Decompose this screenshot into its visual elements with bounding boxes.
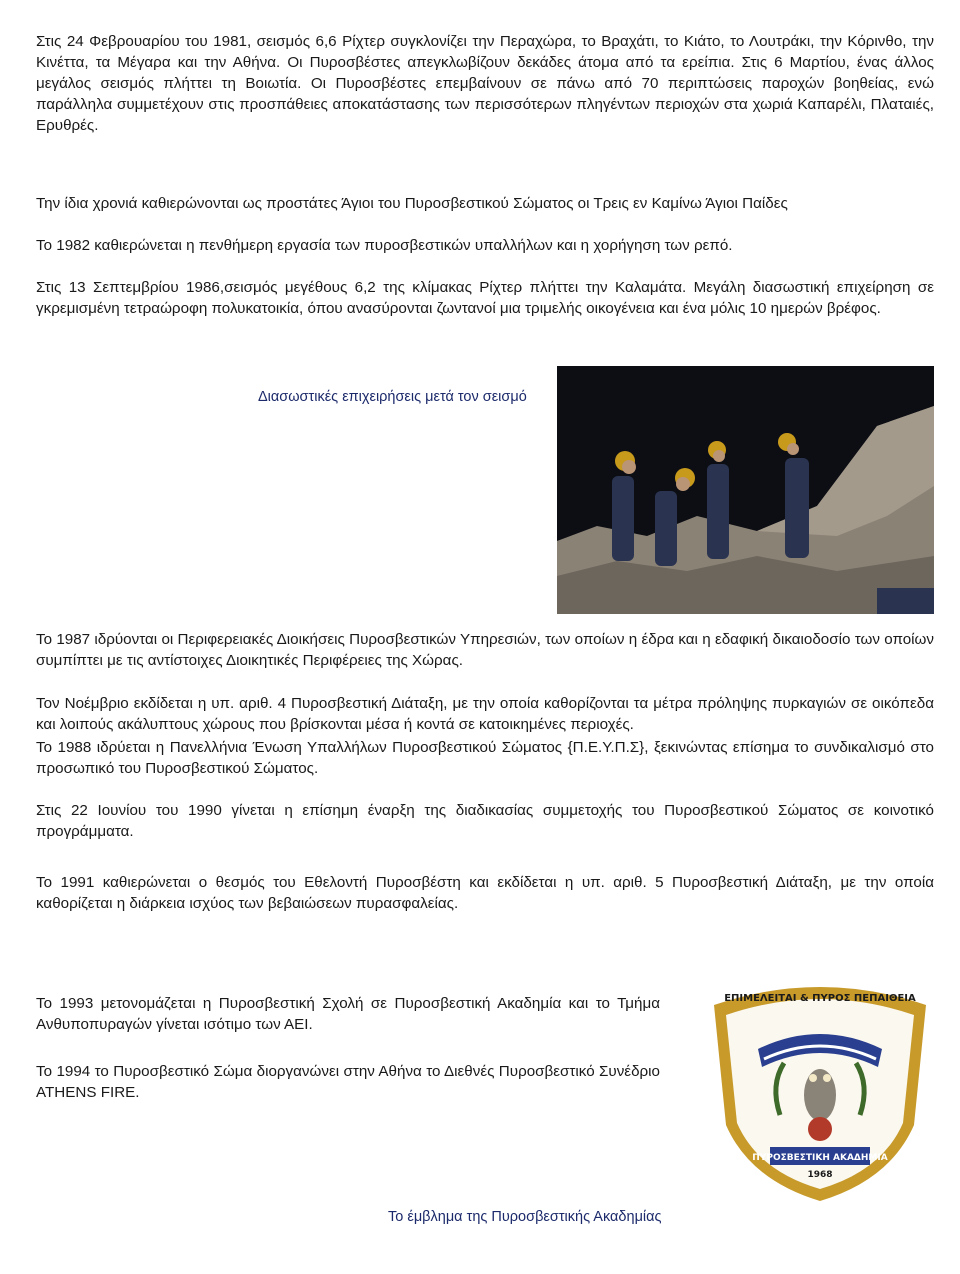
emblem-banner-text: ΠΥΡΟΣΒΕΣΤΙΚΗ ΑΚΑΔΗΜΙΑ — [752, 1153, 888, 1163]
paragraph-patron-saints: Την ίδια χρονιά καθιερώνονται ως προστάτες Άγιοι του Πυροσβεστικού Σώματος οι Τρεις εν Καμίνω Άγιοι Παίδες — [36, 195, 788, 212]
rescue-scene-image — [557, 366, 934, 614]
paragraph-november-decree: Τον Νοέμβριο εκδίδεται η υπ. αριθ. 4 Πυροσβεστική Διάταξη, με την οποία καθορίζονται τα μέτρα πρόληψης πυρκαγιών σε οικόπεδα και λοιπούς ακάλυπτους χώρους που βρίσκονται μέσα ή κοντά σε κατοικημένες περιοχές. — [36, 695, 934, 733]
emblem-year-text: 1968 — [807, 1170, 833, 1180]
paragraph-1991: Το 1991 καθιερώνεται ο θεσμός του Εθελοντή Πυροσβέστη και εκδίδεται η υπ. αριθ. 5 Πυροσβεστική Διάταξη, με την οποία καθορίζεται η διάρκεια ισχύος των βεβαιώσεων πυρασφαλείας. — [36, 874, 934, 912]
paragraph-1993: Το 1993 μετονομάζεται η Πυροσβεστική Σχολή σε Πυροσβεστική Ακαδημία και το Τμήμα Ανθυποπυραγών γίνεται ισότιμο των ΑΕΙ. — [36, 995, 660, 1033]
paragraph-1986-kalamata: Στις 13 Σεπτεμβρίου 1986,σεισμός μεγέθους 6,2 της κλίμακας Ρίχτερ πλήττει την Καλαμάτα. Μεγάλη διασωστική επιχείρηση σε γκρεμισμένη τετραώροφη πολυκατοικία, όπου ανασύρονται ζωντανοί μια τριμελής οικογένεια και ένα μόλις 10 ημερών βρέφος. — [36, 279, 934, 317]
emblem-caption: Το έμβλημα της Πυροσβεστικής Ακαδημίας — [388, 1209, 662, 1225]
photo-caption: Διασωστικές επιχειρήσεις μετά τον σεισμό — [258, 389, 527, 405]
paragraph-1994: Το 1994 το Πυροσβεστικό Σώμα διοργανώνει στην Αθήνα το Διεθνές Πυροσβεστικό Συνέδριο ATHENS FIRE. — [36, 1063, 660, 1101]
paragraph-1987: Το 1987 ιδρύονται οι Περιφερειακές Διοικήσεις Πυροσβεστικών Υπηρεσιών, των οποίων η έδρα και η εδαφική δικαιοδοσίο των οποίων συμπίπτει με τις αντίστοιχες Διοικητικές Περιφέρειες της Χώρας. — [36, 631, 934, 669]
emblem-shield-icon — [700, 975, 940, 1203]
fire-academy-emblem — [700, 975, 940, 1203]
emblem-motto-text: ΕΠΙΜΕΛΕΙΤΑΙ & ΠΥΡΟΣ ΠΕΠΑΙΘΕΙΑ — [724, 993, 916, 1004]
paragraph-1990: Στις 22 Ιουνίου του 1990 γίνεται η επίσημη έναρξη της διαδικασίας συμμετοχής του Πυροσβεστικού Σώματος σε κοινοτικό προγράμματα. — [36, 802, 934, 840]
rescue-operations-photo — [557, 366, 934, 614]
paragraph-1988: Το 1988 ιδρύεται η Πανελλήνια Ένωση Υπαλλήλων Πυροσβεστικού Σώματος {Π.Ε.Υ.Π.Σ}, ξεκινώντας επίσημα το συνδικαλισμό στο προσωπικό του Πυροσβεστικού Σώματος. — [36, 739, 934, 777]
paragraph-1982: Το 1982 καθιερώνεται η πενθήμερη εργασία των πυροσβεστικών υπαλλήλων και η χορήγηση των ρεπό. — [36, 237, 733, 254]
paragraph-1981-earthquakes: Στις 24 Φεβρουαρίου του 1981, σεισμός 6,6 Ρίχτερ συγκλονίζει την Περαχώρα, το Βραχάτι, το Κιάτο, το Λουτράκι, την Κόρινθο, την Κινέττα, τα Μέγαρα και την Αθήνα. Οι Πυροσβέστες απεγκλωβίζουν δεκάδες άτομα από τα ερείπια. Στις 6 Μαρτίου, ένας άλλος μεγάλος σεισμός πλήττει τη Βοιωτία. Οι Πυροσβέστες επεμβαίνουν σε πάνω από 70 περιπτώσεις παροχών βοηθείας, ενώ παράλληλα συμμετέχουν στις προσπάθειες αποκατάστασης των περισσότερων πληγέντων περιοχών στα χωριά Καπαρέλι, Πλαταιές, Ερυθρές. — [36, 33, 934, 134]
